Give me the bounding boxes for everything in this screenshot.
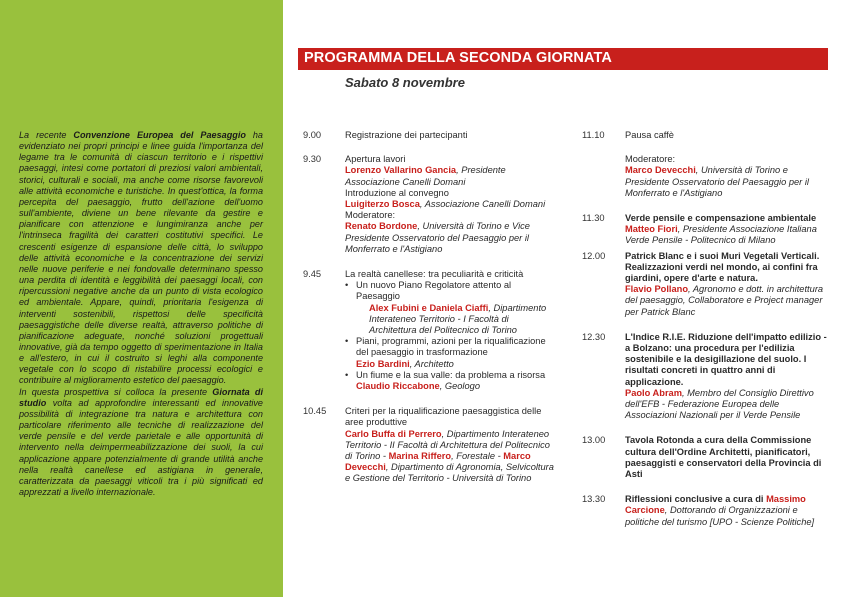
bullet-item: • Un nuovo Piano Regolatore attento al Paesaggio <box>345 280 557 302</box>
entry-speaker <box>345 165 557 187</box>
program-entry-1200 <box>582 251 828 318</box>
speaker-affiliation: , Geologo <box>439 381 481 392</box>
intro-p2-c: volta ad approfondire interessanti ed innovative possibilità di integrazione tra natura e architettura con particolare riferimento alle tecniche di realizzazione del verde pensile e del verde parietale e alle opportunità di intervento nella deimpermeabilizzazione dei suoli, la cui applicazione appare potenzialmente di grande utilità anche nella realtà canellese ed astigiana in generale, caratterizzata da paesaggi viticoli tra i più significati ed apprezzati a livello internazionale. <box>19 397 263 497</box>
program-entry-1110 <box>582 130 828 199</box>
entry-time: 12.00 <box>582 250 606 261</box>
intro-p2 <box>19 387 263 497</box>
bullet-item: • Un fiume e la sua valle: da problema a risorsa <box>345 370 557 381</box>
speaker-affiliation: , Forestale - <box>451 451 504 462</box>
speaker-name: Massimo Carcione <box>625 494 806 516</box>
entry-title: Verde pensile e compensazione ambientale <box>625 213 817 224</box>
entry-speaker <box>345 381 557 392</box>
intro-text <box>19 130 263 498</box>
entry-time: 11.10 <box>582 130 605 140</box>
entry-speaker <box>345 199 557 210</box>
speaker-affiliation: , Dottorando di Organizzazioni e politiche del turismo [UPO - Scienze Politiche] <box>625 505 815 527</box>
entry-speaker <box>345 221 557 255</box>
entry-title: Riflessioni conclusive a cura di <box>625 494 767 505</box>
entry-title: Tavola Rotonda a cura della Commissione cultura dell'Ordine Architetti, pianificatori, paesaggisti e conservatori della Provincia di Asti <box>625 435 822 480</box>
speaker-affiliation: , Associazione Canelli Domani <box>419 199 546 210</box>
entry-title: L'Indice R.I.E. Riduzione dell'impatto edilizio - a Bolzano: una procedura per l'edilizia sostenibile e la desigillazione del suolo. I risultati concreti in quattro anni di applicazione. <box>625 331 827 387</box>
entry-title: La realtà canellese: tra peculiarità e criticità <box>345 269 524 280</box>
program-date: Sabato 8 novembre <box>345 75 465 90</box>
speaker-affiliation: , Dipartimento Interateneo Territorio - II Facoltà di Architettura del Politecnico di Torino - <box>345 428 550 462</box>
entry-speaker <box>345 359 557 370</box>
intro-p1 <box>19 130 263 385</box>
speaker-affiliation: , Agronomo e dott. in architettura del paesaggio, Collaboratore e Project manager per Patrick Blanc <box>625 284 824 317</box>
program-title: PROGRAMMA DELLA SECONDA GIORNATA <box>304 50 612 66</box>
speaker-affiliation: , Presidente Associazione Italiana Verde Pensile - Politecnico di Milano <box>625 224 817 246</box>
entry-time: 13.00 <box>582 435 606 446</box>
speaker-name: Lorenzo Vallarino Gancia <box>345 165 457 176</box>
intro-p1-c: ha evidenziato nei propri principi e linee guida l'importanza del legame tra le comunità di ciascun territorio e i rispettivi paesaggi, intesi come portatori di preziosi valori ambientali, storici, culturali e sociali, ma anche come risorse favorevoli alle attività economiche e turistiche. In quest'ottica, la forma percepita del paesaggio, frutto dell'azione dell'uomo sull'ambiente, diviene un bene rilevante da gestire e pianificare con attenzione e lungimiranza anche per l'intrinseca fragilità dei caratteri costitutivi specifici. Le crescenti esigenze di espansione delle città, lo sviluppo delle attività economiche e la concentrazione dei servizi nelle nuove periferie e nei fondovalle determinano spesso una perdita di identità e leggibilità dei paesaggi locali, con ripercussioni negative anche da un punto di vista ecologico ed ambientale. Appare, quindi, prioritaria l'esigenza di interventi sostenibili, rispettosi delle specificità paesaggistiche delle diverse realtà, attraverso politiche di pianificazione adeguate, nonché soluzioni progettuali innovative, già da tempo oggetto di sperimentazione in Italia e all'estero, in cui il costruito si leghi alla componente vegetale con lo scopo di ristabilire processi ecologici e contribuire al miglioramento estetico del paesaggio. <box>19 130 263 386</box>
intro-p2-a: In questa prospettiva si colloca la presente <box>19 386 213 397</box>
speaker-name: Marco Devecchi <box>625 165 696 176</box>
entry-speaker <box>625 224 828 246</box>
entry-speaker <box>625 284 828 318</box>
program-entry-1330 <box>582 494 828 528</box>
entry-time: 10.45 <box>303 406 327 417</box>
speaker-affiliation: , Università di Torino e Presidente Osservatorio del Paesaggio per il Monferrato e l'Astigiano <box>625 165 809 198</box>
program-entry-945 <box>303 269 557 392</box>
speaker-name: Paolo Abram <box>625 387 682 398</box>
entry-title: Patrick Blanc e i suoi Muri Vegetali Verticali. Realizzazioni verdi nel mondo, ai confini fra giardini, opere d'arte e natura. <box>625 250 820 284</box>
speaker-affiliation: , Dipartimento di Agronomia, Selvicoltura e Gestione del Territorio - Università di Torino <box>345 462 554 484</box>
green-sidebar <box>0 0 283 597</box>
program-title-bar <box>298 48 828 70</box>
program-column-right <box>582 130 828 528</box>
intro-p1-a: La recente <box>19 130 74 140</box>
entry-time: 9.45 <box>303 269 322 280</box>
speaker-name: Renato Bordone <box>345 221 418 232</box>
program-entry-1045 <box>303 406 557 484</box>
moderator-label: Moderatore: <box>345 210 396 221</box>
speaker-affiliation: , Architetto <box>409 358 454 369</box>
speaker-affiliation: , Membro del Consiglio Direttivo dell'EFB - Federazione Europea delle Associazioni Nazionali per il Verde Pensile <box>625 387 814 421</box>
speaker-name: Marco Devecchi <box>345 451 531 473</box>
speaker-name: Flavio Pollano <box>625 284 689 295</box>
bullet-item: • Piani, programmi, azioni per la riqualificazione del paesaggio in trasformazione <box>345 336 557 358</box>
entry-speaker <box>625 388 828 422</box>
speaker-name: Carlo Buffa di Perrero <box>345 428 442 439</box>
entry-time: 9.30 <box>303 154 322 165</box>
moderator-label: Moderatore: <box>625 154 676 165</box>
speaker-name: Matteo Fiori <box>625 224 678 235</box>
speaker-affiliation: , Università di Torino e Vice Presidente Osservatorio del Paesaggio per il Monferrato e l'Astigiano <box>345 221 530 254</box>
program-entry-1300 <box>582 435 828 480</box>
program-entry-930 <box>303 154 557 255</box>
program-entry-900 <box>303 130 557 141</box>
entry-title: Pausa caffè <box>625 130 674 140</box>
speaker-name: Luigiterzo Bosca <box>345 199 420 210</box>
entry-time: 12.30 <box>582 331 606 342</box>
program-entry-1130 <box>582 213 828 247</box>
entry-subtitle: Introduzione al convegno <box>345 187 449 198</box>
entry-speaker <box>345 303 557 337</box>
entry-title: Apertura lavori <box>345 154 406 165</box>
speaker-affiliation: , Dipartimento Interateneo Territorio - I Facoltà di Architettura del Politecnico di Torino <box>369 302 547 336</box>
speaker-name: Claudio Riccabone <box>356 381 440 392</box>
intro-p2-highlight: Giornata di studio <box>19 386 263 408</box>
intro-p1-highlight: Convenzione Europea del Paesaggio <box>73 130 246 140</box>
speaker-name: Alex Fubini e Daniela Ciaffi <box>369 302 489 313</box>
entry-speaker <box>625 165 828 199</box>
program-column-left <box>303 130 557 485</box>
speaker-name: Marina Riffero <box>388 451 452 462</box>
program-entry-1230 <box>582 332 828 422</box>
entry-title: Registrazione dei partecipanti <box>345 130 468 140</box>
entry-time: 11.30 <box>582 213 605 224</box>
entry-time: 13.30 <box>582 494 606 505</box>
entry-title: Criteri per la riqualificazione paesaggistica delle aree produttive <box>345 406 542 428</box>
entry-time: 9.00 <box>303 130 322 140</box>
speaker-affiliation: , Presidente Associazione Canelli Domani <box>345 165 506 187</box>
entry-speakers <box>345 429 557 485</box>
speaker-name: Ezio Bardini <box>356 358 410 369</box>
